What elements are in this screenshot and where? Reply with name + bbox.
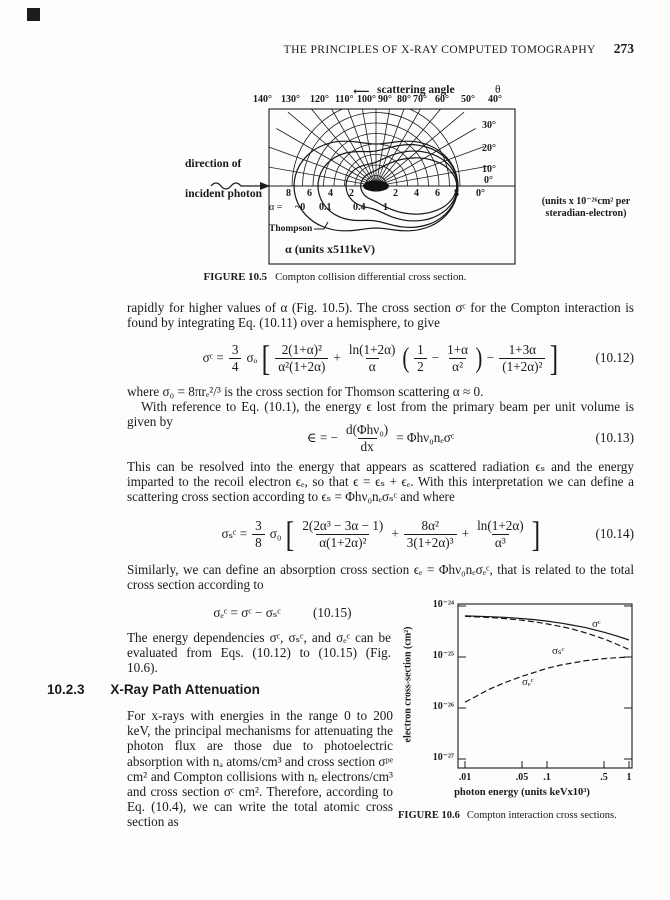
angle-tick: 80° [397, 94, 411, 105]
x-tick-label: .5 [600, 772, 608, 783]
paragraph: where σ₀ = 8πrₑ²/³ is the cross section for Thomson scattering α ≈ 0. [127, 384, 484, 399]
y-tick-label: 10⁻²⁶ [432, 701, 454, 712]
page-number: 273 [613, 41, 634, 56]
running-header [0, 41, 634, 57]
angle-tick: 60° [435, 94, 449, 105]
equation-body: σₛᶜ = $\frac{3}{8}$ σ₀ [ $\frac{\text{2(2α³ − 3α − 1)}}{\text{α(1+2α)²}}$ + $\frac{\text{8α²}}{\text{3(1+2α)³}}$ + $\frac{\ln(1+2\alpha)}{\text{α³}}$ ] [221, 513, 540, 554]
angle-tick: 110° [335, 94, 354, 105]
equation-number: (10.15) [313, 605, 352, 620]
alpha-value: 1 [383, 202, 388, 213]
axis-zero-label: 0° [476, 188, 485, 199]
polar-diagram [185, 84, 660, 284]
left-arrow-icon: ⟵ [353, 86, 370, 98]
x-tick-label: .1 [543, 772, 551, 783]
angle-tick: 40° [488, 94, 502, 105]
section-number: 10.2.3 [47, 682, 85, 697]
equation-body: σₑᶜ = σᶜ − σₛᶜ [213, 605, 281, 620]
curve-label-scatter: σₛᶜ [552, 645, 565, 657]
y-tick-label: 10⁻²⁴ [432, 599, 454, 610]
scan-artifact [27, 8, 40, 21]
equation-number: (10.12) [595, 350, 634, 365]
curve-label-total: σᶜ [592, 618, 601, 630]
paragraph: For x-rays with energies in the range 0 to 200 keV, the principal mechanisms for attenuating the photon flux are those due to photoelectric absorption with nₐ atoms/cm³ and cross section σᵖᵉ cm² and Compton collisions with nₑ electrons/cm³ and cross section σᶜ cm². Therefore, according to Eq. (10.4), we can write the total atomic cross section as [127, 708, 393, 830]
equation-number: (10.14) [595, 526, 634, 541]
y-axis-label: electron cross-section (cm²) [402, 626, 414, 743]
figure-10-5 [185, 84, 660, 284]
paragraph: This can be resolved into the energy that appears as scattered radiation ϵₛ and the energy imparted to the recoil electron ϵₑ, so that ϵ = ϵₛ + ϵₑ. With this interpretation we can define a scattering cross section according to ϵₛ = Φhν₀nₑσₛᶜ and where [127, 459, 634, 505]
direction-label-line1: direction of [185, 158, 242, 170]
radial-tick: 4 [414, 188, 419, 199]
section-heading [47, 682, 260, 697]
section-title: X-Ray Path Attenuation [110, 682, 260, 697]
radial-tick: 6 [307, 188, 312, 199]
angle-tick: 90° [378, 94, 392, 105]
figure-10-6 [398, 596, 648, 836]
caption-label: FIGURE 10.5 [203, 271, 268, 283]
figure-10-6-caption [398, 810, 648, 821]
thompson-label: Thompson [269, 224, 313, 234]
paragraph: With reference to Eq. (10.1), the energy ϵ lost from the primary beam per unit volume is given by [127, 399, 634, 430]
angle-tick: 0° [484, 175, 493, 186]
angle-tick: 130° [281, 94, 300, 105]
equation-number: (10.13) [595, 430, 634, 445]
caption-text: Compton interaction cross sections. [466, 810, 617, 821]
alpha-value: ~0 [295, 202, 306, 213]
alpha-units-label: α (units x511keV) [285, 242, 376, 256]
caption-label: FIGURE 10.6 [398, 810, 460, 821]
radial-tick: 2 [393, 188, 398, 199]
curve-label-absorption: σₑᶜ [522, 676, 534, 688]
radial-tick: 2 [349, 188, 354, 199]
equation-10-13 [127, 416, 634, 460]
units-note [517, 196, 655, 220]
caption-text: Compton collision differential cross section. [275, 271, 467, 283]
paragraph: The energy dependencies σᶜ, σₛᶜ, and σₑᶜ can be evaluated from Eqs. (10.12) to (10.15) (Fig. 10.6). [127, 630, 391, 676]
x-axis-label: photon energy (units keVx10³) [454, 787, 590, 798]
units-note-line1: (units x 10⁻²⁶cm² per [541, 196, 631, 207]
paragraph: Similarly, we can define an absorption cross section ϵₑ = Φhν₀nₑσₑᶜ, that is related to the total cross section according to [127, 562, 634, 593]
angle-tick: 30° [482, 120, 496, 131]
angle-tick: 140° [253, 94, 272, 105]
radial-tick: 8 [454, 188, 459, 199]
x-tick-label: 1 [626, 772, 632, 783]
equation-10-12 [127, 332, 634, 384]
figure-10-5-caption [0, 271, 670, 283]
theta-symbol: θ [495, 84, 501, 96]
direction-label-line2: incident photon [185, 188, 263, 200]
header-title: THE PRINCIPLES OF X-RAY COMPUTED TOMOGRAPHY [283, 44, 596, 56]
radial-tick: 4 [328, 188, 333, 199]
angle-tick: 70° [413, 94, 427, 105]
units-note-line2: steradian-electron) [545, 208, 627, 219]
angle-tick: 10° [482, 164, 496, 175]
angle-tick: 50° [461, 94, 475, 105]
alpha-value: 0.1 [319, 202, 332, 213]
x-tick-label: .01 [458, 772, 472, 783]
paragraph: rapidly for higher values of α (Fig. 10.5). The cross section σᶜ for the Compton interaction is found by integrating Eq. (10.11) over a hemisphere, to give [127, 300, 634, 331]
alpha-prefix: α = [269, 202, 283, 213]
radial-tick: 6 [435, 188, 440, 199]
angle-tick: 20° [482, 143, 496, 154]
equation-10-15 [127, 600, 367, 626]
equation-10-14 [127, 508, 634, 560]
angle-tick: 120° [310, 94, 329, 105]
angle-tick: 100° [357, 94, 376, 105]
x-tick-label: .05 [515, 772, 529, 783]
equation-body: σᶜ = $\frac{3}{4}$ σₒ [ $\frac{\text{2(1+α)²}}{\text{α²(1+2α)}}$ + $\frac{\ln(1+2\alpha)}{\alpha}$ ( $\frac{1}{2}$ − $\frac{1+\alpha}{\text{α²}}$ ) − $\frac{1+3\alpha}{\text{(1+2α)²}}$ ] [202, 337, 559, 378]
alpha-value: 0.4 [353, 202, 366, 213]
radial-tick: 8 [286, 188, 291, 199]
scattering-angle-label: scattering angle [377, 84, 455, 96]
y-tick-label: 10⁻²⁷ [432, 752, 454, 763]
equation-body: ∈ = − $\frac{\text{d(Φhν₀)}}{dx}$ = Φhν₀nₑσᶜ [306, 421, 455, 454]
y-tick-label: 10⁻²⁵ [432, 650, 454, 661]
